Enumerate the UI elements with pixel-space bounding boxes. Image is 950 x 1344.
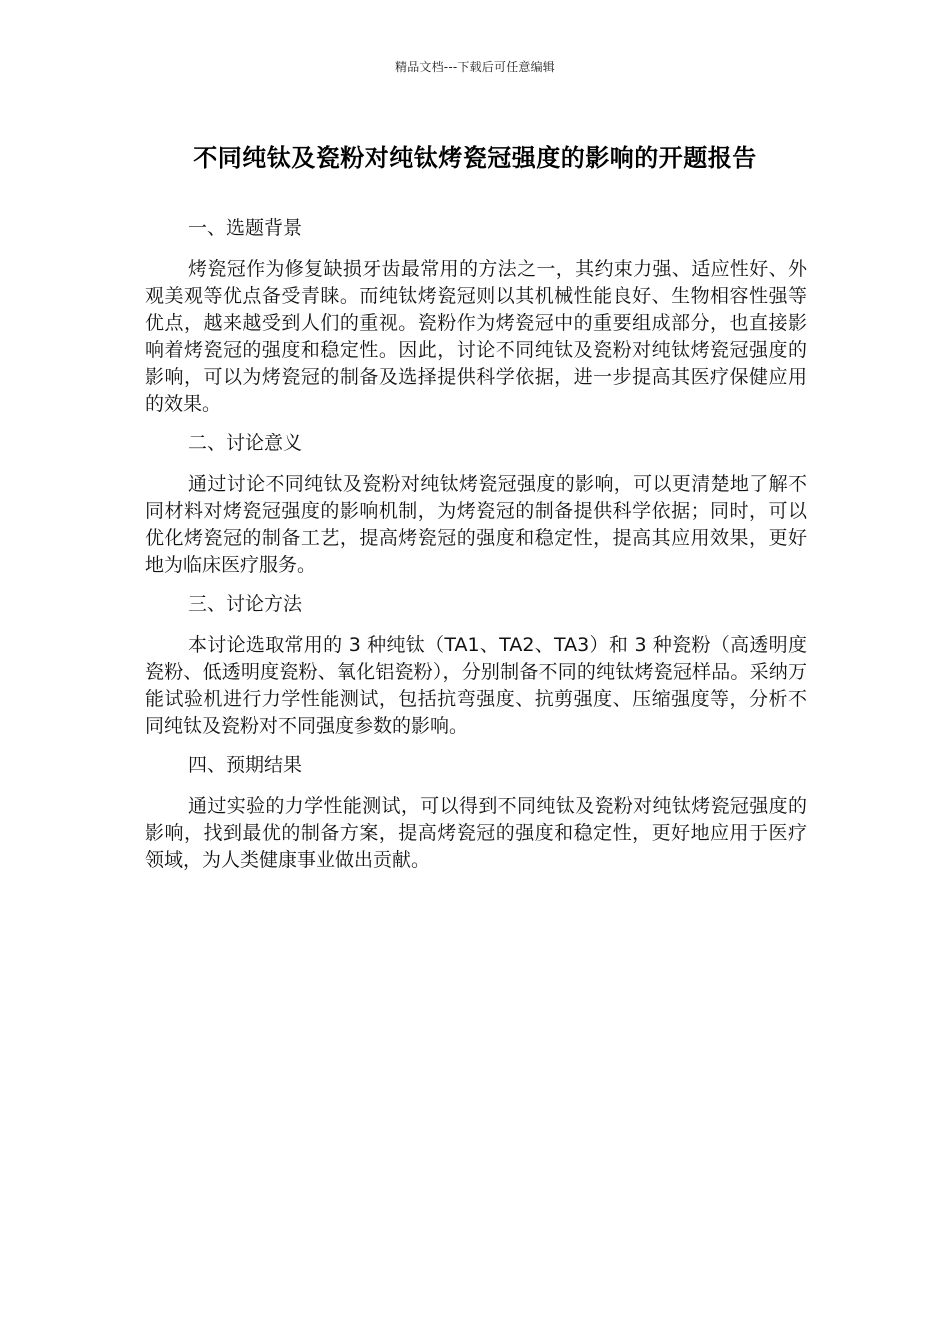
- section-heading: 一、选题背景: [188, 217, 303, 239]
- section-heading: 四、预期结果: [188, 754, 303, 776]
- section-significance: [145, 430, 807, 579]
- section-background: [145, 215, 807, 418]
- section-paragraph: 本讨论选取常用的 3 种纯钛（TA1、TA2、TA3）和 3 种瓷粉（高透明度瓷粉、低透明度瓷粉、氧化铝瓷粉），分别制备不同的纯钛烤瓷冠样品。采纳万能试验机进行力学性能测试，包括抗弯强度、抗剪强度、压缩强度等，分析不同纯钛及瓷粉对不同强度参数的影响。: [145, 634, 807, 737]
- section-method: [145, 591, 807, 740]
- section-paragraph: 通过讨论不同纯钛及瓷粉对纯钛烤瓷冠强度的影响，可以更清楚地了解不同材料对烤瓷冠强度的影响机制，为烤瓷冠的制备提供科学依据；同时，可以优化烤瓷冠的制备工艺，提高烤瓷冠的强度和稳定性，提高其应用效果，更好地为临床医疗服务。: [145, 473, 807, 576]
- section-paragraph: 烤瓷冠作为修复缺损牙齿最常用的方法之一，其约束力强、适应性好、外观美观等优点备受青睐。而纯钛烤瓷冠则以其机械性能良好、生物相容性强等优点，越来越受到人们的重视。瓷粉作为烤瓷冠中的重要组成部分，也直接影响着烤瓷冠的强度和稳定性。因此，讨论不同纯钛及瓷粉对纯钛烤瓷冠强度的影响，可以为烤瓷冠的制备及选择提供科学依据，进一步提高其医疗保健应用的效果。: [145, 258, 807, 415]
- header-note: 精品文档---下载后可任意编辑: [395, 60, 555, 74]
- section-heading: 三、讨论方法: [188, 593, 303, 615]
- section-expected-results: [145, 752, 807, 874]
- document-title: 不同纯钛及瓷粉对纯钛烤瓷冠强度的影响的开题报告: [193, 144, 757, 172]
- document-body: [145, 215, 807, 886]
- section-heading: 二、讨论意义: [188, 432, 303, 454]
- section-paragraph: 通过实验的力学性能测试，可以得到不同纯钛及瓷粉对纯钛烤瓷冠强度的影响，找到最优的制备方案，提高烤瓷冠的强度和稳定性，更好地应用于医疗领域，为人类健康事业做出贡献。: [145, 795, 807, 871]
